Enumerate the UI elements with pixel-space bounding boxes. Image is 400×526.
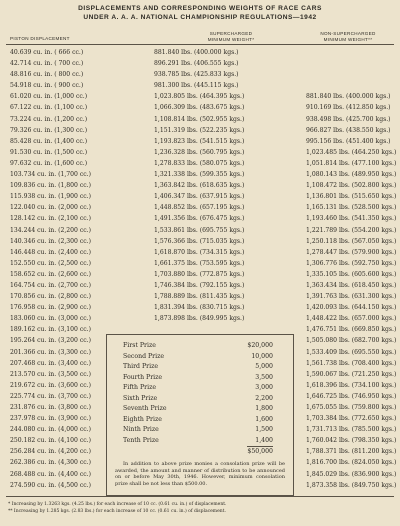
piston-displacement-cell: 109.836 cu. in. (1,800 cc.) — [10, 182, 91, 190]
piston-displacement-cell: 40.639 cu. in. ( 666 cc.) — [10, 49, 84, 56]
piston-displacement-cell: 256.284 cu. in. (4,200 cc.) — [10, 448, 91, 456]
prize-amount: $20,000 — [247, 342, 273, 349]
non-supercharged-weight-cell: 1,760.042 lbs. (798.350 kgs.) — [306, 437, 397, 445]
prize-amount: 5,000 — [255, 363, 273, 370]
piston-displacement-cell: 183.060 cu. in. (3,000 cc.) — [10, 315, 91, 323]
prize-row — [123, 341, 273, 351]
non-supercharged-weight-cell: 1,051.814 lbs. (477.100 kgs.) — [306, 159, 397, 167]
table-row — [0, 291, 400, 302]
non-supercharged-weight-cell: 1,646.725 lbs. (746.950 kgs.) — [306, 392, 397, 400]
non-supercharged-weight-cell: 1,250.118 lbs. (567.050 kgs.) — [306, 237, 397, 245]
prize-amount: 1,800 — [255, 405, 273, 412]
piston-displacement-cell: 201.366 cu. in. (3,300 cc.) — [10, 348, 91, 356]
piston-displacement-cell: 231.876 cu. in. (3,800 cc.) — [10, 404, 91, 411]
table-row — [0, 180, 400, 191]
prize-row — [123, 404, 273, 414]
table-row — [0, 247, 400, 258]
piston-displacement-cell: 122.040 cu. in. (2,000 cc.) — [10, 204, 91, 212]
prize-label: Ninth Prize — [123, 426, 159, 433]
piston-displacement-cell: 67.122 cu. in. (1,100 cc.) — [10, 104, 88, 112]
piston-displacement-cell: 79.326 cu. in. (1,300 cc.) — [10, 126, 88, 134]
supercharged-weight-cell: 1,788.889 lbs. (811.435 kgs.) — [154, 293, 245, 301]
non-supercharged-weight-cell: 1,731.713 lbs. (785.500 kgs.) — [306, 426, 397, 434]
piston-displacement-cell: 250.182 cu. in. (4,100 cc.) — [10, 437, 91, 445]
non-supercharged-weight-cell: 1,561.738 lbs. (708.400 kgs.) — [306, 359, 397, 367]
supercharged-weight-cell: 1,321.338 lbs. (599.355 kgs.) — [154, 171, 245, 179]
non-supercharged-weight-cell: 1,306.776 lbs. (592.750 kgs.) — [306, 259, 397, 267]
supercharged-weight-cell: 1,278.833 lbs. (580.075 kgs.) — [154, 159, 245, 167]
non-supercharged-weight-cell: 910.169 lbs. (412.850 kgs.) — [306, 104, 391, 112]
piston-displacement-cell: 207.468 cu. in. (3,400 cc.) — [10, 359, 91, 367]
supercharged-weight-cell: 1,661.375 lbs. (753.595 kgs.) — [154, 259, 245, 267]
table-row — [0, 169, 400, 180]
table-row — [0, 225, 400, 236]
header-supercharged — [176, 31, 286, 42]
prize-label: Second Prize — [123, 352, 165, 360]
non-supercharged-weight-cell: 881.840 lbs. (400.000 kgs.) — [306, 93, 391, 101]
supercharged-weight-cell: 1,533.861 lbs. (695.755 kgs.) — [154, 226, 245, 234]
non-supercharged-weight-cell: 1,363.434 lbs. (618.450 kgs.) — [306, 281, 397, 289]
header-non-supercharged-line-2: MINIMUM WEIGHT** — [323, 36, 373, 42]
table-row — [0, 102, 400, 113]
table-row — [0, 202, 400, 213]
piston-displacement-cell: 164.754 cu. in. (2,700 cc.) — [10, 281, 91, 289]
piston-displacement-cell: 48.816 cu. in. ( 800 cc.) — [10, 71, 84, 79]
non-supercharged-weight-cell: 1,816.700 lbs. (824.050 kgs.) — [306, 459, 397, 467]
prize-row — [123, 362, 273, 372]
piston-displacement-cell: 115.938 cu. in. (1,900 cc.) — [10, 193, 91, 201]
header-non-supercharged-line-1: NON-SUPERCHARGED — [320, 31, 376, 36]
non-supercharged-weight-cell: 1,221.789 lbs. (554.200 kgs.) — [306, 226, 397, 234]
non-supercharged-weight-cell: 1,476.751 lbs. (669.850 kgs.) — [306, 326, 397, 334]
piston-displacement-cell: 237.978 cu. in. (3,900 cc.) — [10, 415, 91, 423]
piston-displacement-cell: 91.530 cu. in. (1,500 cc.) — [10, 148, 88, 156]
page-title-line-1: DISPLACEMENTS AND CORRESPONDING WEIGHTS OF RACE CARS — [78, 5, 322, 12]
table-row — [0, 125, 400, 136]
non-supercharged-weight-cell: 1,023.485 lbs. (464.250 kgs.) — [306, 148, 397, 156]
table-row — [0, 258, 400, 269]
prize-label: Sixth Prize — [123, 394, 158, 402]
non-supercharged-weight-cell: 1,618.396 lbs. (734.100 kgs.) — [306, 381, 397, 389]
supercharged-weight-cell: 1,236.328 lbs. (560.795 kgs.) — [154, 148, 245, 156]
supercharged-weight-cell: 1,746.384 lbs. (792.155 kgs.) — [154, 281, 245, 289]
non-supercharged-weight-cell: 1,788.371 lbs. (811.200 kgs.) — [306, 448, 397, 456]
non-supercharged-weight-cell: 938.498 lbs. (425.700 kgs.) — [306, 115, 391, 123]
prize-total-row — [123, 446, 273, 456]
supercharged-weight-cell: 1,831.394 lbs. (830.715 kgs.) — [154, 304, 245, 312]
table-row — [0, 236, 400, 247]
supercharged-weight-cell: 1,703.880 lbs. (772.875 kgs.) — [154, 270, 245, 278]
non-supercharged-weight-cell: 1,193.460 lbs. (541.350 kgs.) — [306, 215, 397, 223]
piston-displacement-cell: 73.224 cu. in. (1,200 cc.) — [10, 115, 88, 123]
header-divider — [6, 44, 394, 45]
prize-row — [123, 352, 273, 362]
non-supercharged-weight-cell: 1,165.131 lbs. (528.500 kgs.) — [306, 204, 397, 212]
table-row — [0, 58, 400, 69]
supercharged-weight-cell: 1,576.366 lbs. (715.035 kgs.) — [154, 237, 245, 245]
table-row — [0, 191, 400, 202]
table-row — [0, 80, 400, 91]
piston-displacement-cell: 134.244 cu. in. (2,200 cc.) — [10, 226, 91, 234]
prize-label: Third Prize — [123, 363, 158, 370]
non-supercharged-weight-cell: 1,845.029 lbs. (836.900 kgs.) — [306, 470, 397, 478]
prize-amount: 1,500 — [255, 426, 273, 433]
table-row — [0, 302, 400, 313]
prize-amount: 3,000 — [255, 384, 273, 391]
table-row — [0, 269, 400, 280]
piston-displacement-cell: 225.774 cu. in. (3,700 cc.) — [10, 392, 91, 400]
supercharged-weight-cell: 1,066.309 lbs. (483.675 kgs.) — [154, 104, 245, 112]
supercharged-weight-cell: 1,108.814 lbs. (502.955 kgs.) — [154, 115, 245, 123]
prize-row — [123, 383, 273, 393]
supercharged-weight-cell: 1,151.319 lbs. (522.235 kgs.) — [154, 126, 245, 134]
supercharged-weight-cell: 981.300 lbs. (445.115 kgs.) — [154, 82, 239, 90]
non-supercharged-weight-cell: 1,873.358 lbs. (849.750 kgs.) — [306, 481, 397, 489]
footnote-divider — [6, 496, 394, 497]
piston-displacement-cell: 103.734 cu. in. (1,700 cc.) — [10, 171, 91, 179]
prize-label: Tenth Prize — [123, 436, 159, 444]
supercharged-weight-cell: 938.785 lbs. (425.833 kgs.) — [154, 71, 239, 79]
piston-displacement-cell: 195.264 cu. in. (3,200 cc.) — [10, 337, 91, 345]
supercharged-weight-cell: 1,448.852 lbs. (657.195 kgs.) — [154, 204, 245, 212]
prize-amount: $50,000 — [247, 448, 273, 455]
non-supercharged-weight-cell: 1,136.801 lbs. (515.650 kgs.) — [306, 193, 397, 201]
prize-row — [123, 373, 273, 383]
table-row — [0, 147, 400, 158]
table-row — [0, 313, 400, 324]
non-supercharged-weight-cell: 1,335.105 lbs. (605.600 kgs.) — [306, 270, 397, 278]
supercharged-weight-cell: 1,406.347 lbs. (637.915 kgs.) — [154, 193, 245, 201]
supercharged-weight-cell: 881.840 lbs. (400.000 kgs.) — [154, 49, 239, 56]
table-row — [0, 280, 400, 291]
non-supercharged-weight-cell: 1,278.447 lbs. (579.900 kgs.) — [306, 248, 397, 256]
piston-displacement-cell: 152.550 cu. in. (2,500 cc.) — [10, 259, 91, 267]
piston-displacement-cell: 97.632 cu. in. (1,600 cc.) — [10, 159, 88, 167]
piston-displacement-cell: 268.488 cu. in. (4,400 cc.) — [10, 470, 91, 478]
piston-displacement-cell: 213.570 cu. in. (3,500 cc.) — [10, 370, 91, 378]
piston-displacement-cell: 85.428 cu. in. (1,400 cc.) — [10, 137, 88, 145]
non-supercharged-weight-cell: 1,533.409 lbs. (695.550 kgs.) — [306, 348, 397, 356]
table-row — [0, 158, 400, 169]
table-row — [0, 91, 400, 102]
piston-displacement-cell: 219.672 cu. in. (3,600 cc.) — [10, 381, 91, 389]
supercharged-weight-cell: 1,193.823 lbs. (541.515 kgs.) — [154, 137, 245, 145]
prize-row — [123, 415, 273, 425]
piston-displacement-cell: 42.714 cu. in. ( 700 cc.) — [10, 60, 84, 68]
piston-displacement-cell: 146.448 cu. in. (2,400 cc.) — [10, 248, 91, 256]
supercharged-weight-cell: 1,363.842 lbs. (618.635 kgs.) — [154, 182, 245, 190]
supercharged-weight-cell: 1,491.356 lbs. (676.475 kgs.) — [154, 215, 245, 223]
piston-displacement-cell: 262.386 cu. in. (4,300 cc.) — [10, 459, 91, 467]
piston-displacement-cell: 54.918 cu. in. ( 900 cc.) — [10, 82, 84, 90]
page-title-line-2: UNDER A. A. A. NATIONAL CHAMPIONSHIP REGULATIONS—1942 — [83, 14, 317, 21]
prize-label: Fourth Prize — [123, 373, 163, 381]
prize-amount: 2,200 — [255, 394, 273, 402]
supercharged-weight-cell: 1,873.898 lbs. (849.995 kgs.) — [154, 315, 245, 323]
non-supercharged-weight-cell: 995.156 lbs. (451.400 kgs.) — [306, 137, 391, 145]
consolation-prize-note: In addition to above prize monies a consolation prize will be awarded, the amount and manner of distribution to be announced on or before May 30th, 1946. However, minimum consolation prize shall be not less than $500.00. — [115, 461, 285, 487]
prize-amount: 10,000 — [251, 352, 273, 360]
piston-displacement-cell: 189.162 cu. in. (3,100 cc.) — [10, 326, 91, 334]
piston-displacement-cell: 274.590 cu. in. (4,500 cc.) — [10, 481, 91, 489]
table-row — [0, 47, 400, 58]
supercharged-weight-cell: 1,023.805 lbs. (464.395 kgs.) — [154, 93, 245, 101]
prize-amount: 1,600 — [255, 415, 273, 423]
header-non-supercharged — [300, 31, 396, 42]
header-piston-displacement: PISTON DISPLACEMENT — [10, 36, 70, 41]
non-supercharged-weight-cell: 1,108.472 lbs. (502.800 kgs.) — [306, 182, 397, 190]
table-row — [0, 136, 400, 147]
prize-label: Fifth Prize — [123, 384, 157, 391]
piston-displacement-cell: 244.080 cu. in. (4,000 cc.) — [10, 426, 91, 434]
table-row — [0, 69, 400, 80]
prize-row — [123, 425, 273, 435]
prize-label: Seventh Prize — [123, 405, 167, 412]
supercharged-weight-cell: 1,618.870 lbs. (734.315 kgs.) — [154, 248, 245, 256]
non-supercharged-weight-cell: 1,505.080 lbs. (682.700 kgs.) — [306, 337, 397, 345]
non-supercharged-weight-cell: 1,590.067 lbs. (721.250 kgs.) — [306, 370, 397, 378]
footnote-non-supercharged: ** Increasing by 1.285 kgs. (2.83 lbs.) for each increase of 10 cc. (0.61 cu. in.) of displacement. — [8, 509, 226, 514]
header-supercharged-line-2: MINIMUM WEIGHT* — [207, 36, 255, 42]
non-supercharged-weight-cell: 1,080.143 lbs. (489.950 kgs.) — [306, 171, 397, 179]
non-supercharged-weight-cell: 1,448.422 lbs. (657.000 kgs.) — [306, 315, 397, 323]
prize-money-box — [106, 334, 294, 496]
prize-amount: 3,500 — [255, 373, 273, 381]
prize-row — [123, 436, 273, 446]
piston-displacement-cell: 158.652 cu. in. (2,600 cc.) — [10, 270, 91, 278]
non-supercharged-weight-cell: 1,420.093 lbs. (644.150 kgs.) — [306, 304, 397, 312]
piston-displacement-cell: 128.142 cu. in. (2,100 cc.) — [10, 215, 91, 223]
prize-label: Eighth Prize — [123, 415, 162, 423]
footnote-supercharged: * Increasing by 1.3263 kgs. (4.25 lbs.) for each increase of 10 cc. (0.61 cu. in.) of displacement. — [8, 502, 227, 507]
prize-amount: 1,400 — [255, 436, 273, 444]
piston-displacement-cell: 170.856 cu. in. (2,800 cc.) — [10, 293, 91, 301]
non-supercharged-weight-cell: 966.827 lbs. (438.550 kgs.) — [306, 126, 391, 134]
prize-label: First Prize — [123, 342, 156, 349]
piston-displacement-cell: 61.020 cu. in. (1,000 cc.) — [10, 93, 88, 101]
non-supercharged-weight-cell: 1,703.384 lbs. (772.650 kgs.) — [306, 415, 397, 423]
table-row — [0, 114, 400, 125]
piston-displacement-cell: 140.346 cu. in. (2,300 cc.) — [10, 237, 91, 245]
header-supercharged-line-1: SUPERCHARGED — [209, 31, 253, 36]
table-row — [0, 213, 400, 224]
non-supercharged-weight-cell: 1,391.763 lbs. (631.300 kgs.) — [306, 293, 397, 301]
prize-row — [123, 394, 273, 404]
piston-displacement-cell: 176.958 cu. in. (2,900 cc.) — [10, 304, 91, 312]
non-supercharged-weight-cell: 1,675.055 lbs. (759.800 kgs.) — [306, 404, 397, 411]
supercharged-weight-cell: 896.291 lbs. (406.555 kgs.) — [154, 60, 239, 68]
